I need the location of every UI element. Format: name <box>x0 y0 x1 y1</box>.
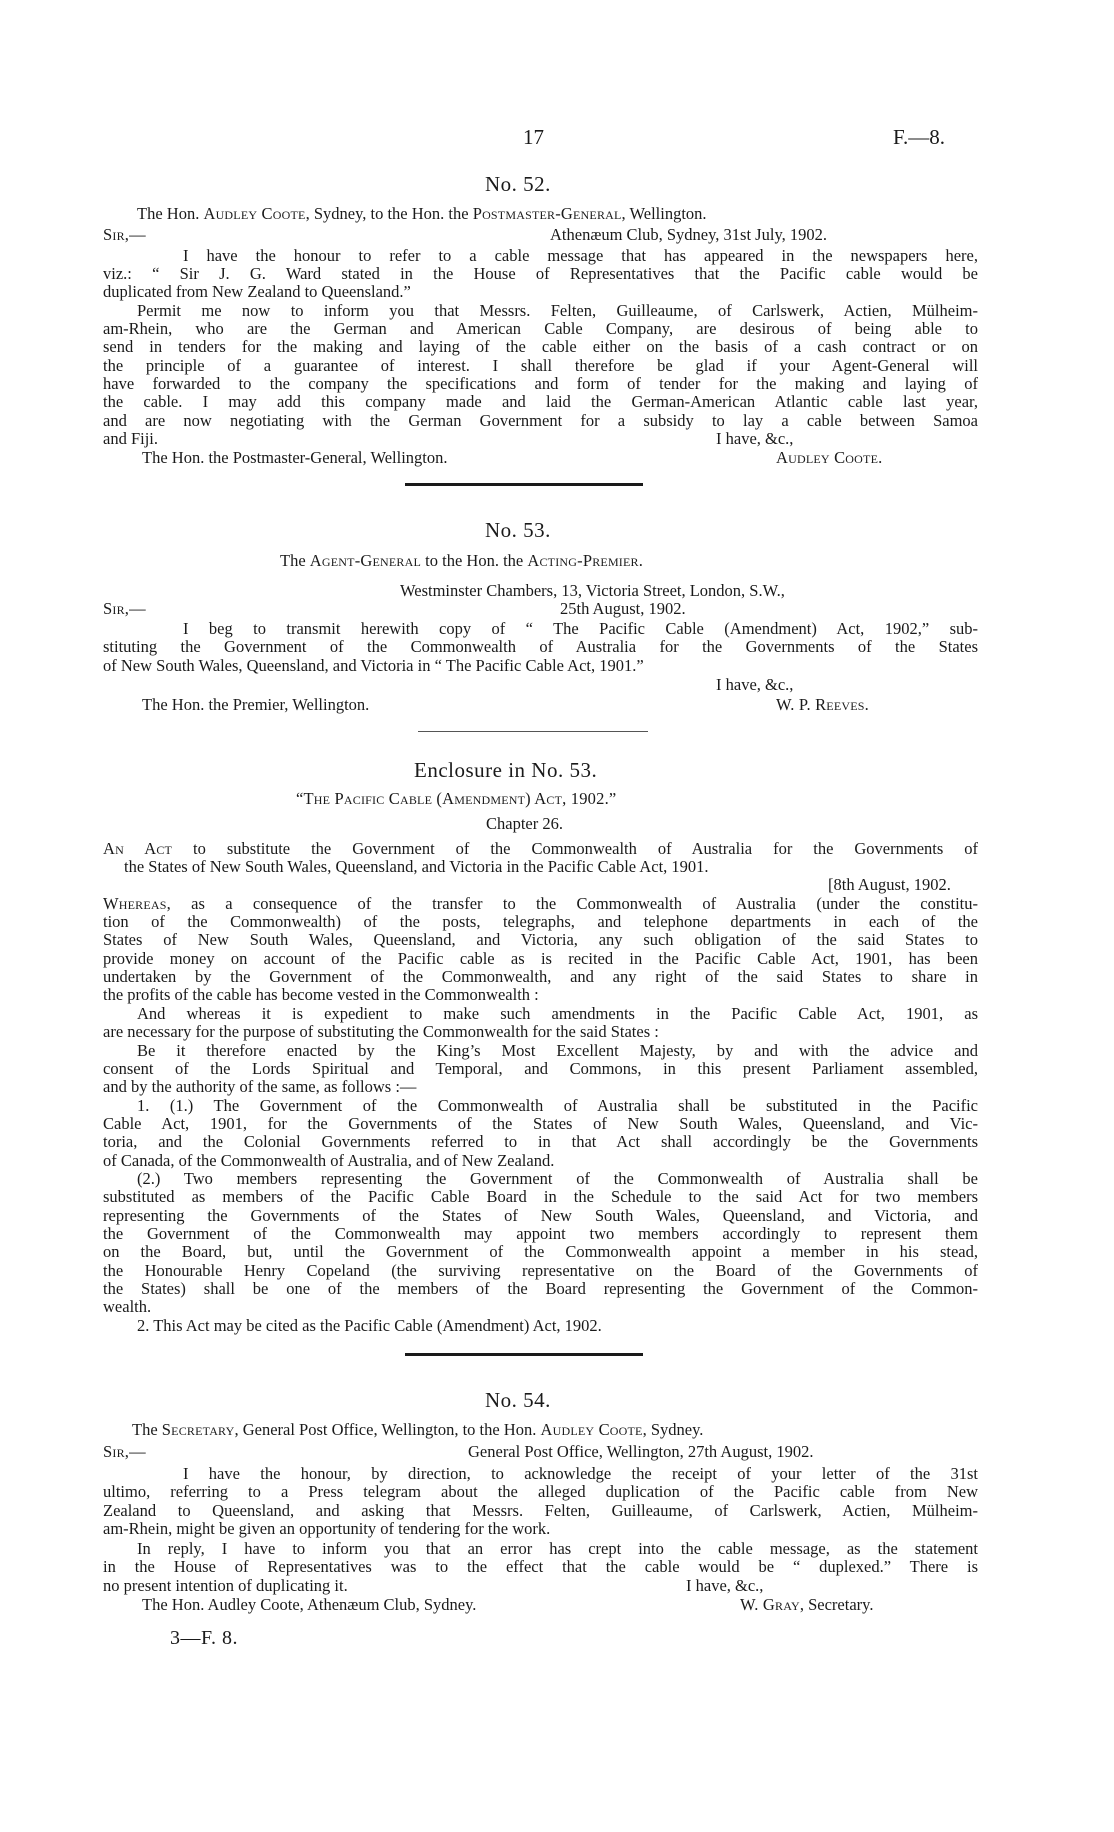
body-line: consent of the Lords Spiritual and Temporal, and Commons, in this present Parliament assembled, <box>103 1059 978 1078</box>
letter-54-salutation: Sir,— <box>103 1442 146 1461</box>
letter-53-number: No. 53. <box>485 518 551 542</box>
letter-53-addressee: The Hon. the Premier, Wellington. <box>142 695 370 714</box>
body-line: the States) shall be one of the members of the Board representing the Government of the Common- <box>103 1279 978 1298</box>
letter-52-address: Athenæum Club, Sydney, 31st July, 1902. <box>550 225 827 244</box>
body-line: and Fiji. <box>103 429 159 448</box>
body-line: In reply, I have to inform you that an error has crept into the cable message, as the statement <box>137 1539 978 1558</box>
letter-54-address: General Post Office, Wellington, 27th August, 1902. <box>468 1442 814 1461</box>
body-line: (2.) Two members representing the Government of the Commonwealth of Australia shall be <box>137 1169 978 1188</box>
letter-53-signature: W. P. Reeves. <box>776 695 869 714</box>
letter-53-salutation: Sir,— <box>103 599 146 618</box>
body-line: viz.: “ Sir J. G. Ward stated in the House of Representatives that the Pacific cable would be <box>103 264 978 283</box>
letter-53-from-to: The Agent-General to the Hon. the Acting-Premier. <box>280 551 644 570</box>
body-line: am-Rhein, might be given an opportunity of tendering for the work. <box>103 1519 551 1538</box>
letter-52-number: No. 52. <box>485 172 551 196</box>
page-number: 17 <box>523 125 544 149</box>
body-line: the cable. I may add this company made and laid the German-American Atlantic cable last year, <box>103 392 978 411</box>
body-line: Whereas, as a consequence of the transfer to the Commonwealth of Australia (under the constitu- <box>103 894 978 913</box>
enclosure-chapter: Chapter 26. <box>486 814 563 833</box>
body-line: duplicated from New Zealand to Queensland.” <box>103 282 411 301</box>
body-line: and are now negotiating with the German Government for a subsidy to lay a cable between Samoa <box>103 411 978 430</box>
letter-52-signature: Audley Coote. <box>776 448 883 467</box>
body-line: the principle of a guarantee of interest. I shall therefore be glad if your Agent-General will <box>103 356 978 375</box>
body-line: representing the Governments of the States of New South Wales, Queensland, and Victoria, and <box>103 1206 978 1225</box>
signature-mark: 3—F. 8. <box>170 1627 239 1649</box>
body-line: am-Rhein, who are the German and American Cable Company, are desirous of being able to <box>103 319 978 338</box>
letter-54-from-to: The Secretary, General Post Office, Wellington, to the Hon. Audley Coote, Sydney. <box>132 1420 704 1439</box>
body-line: on the Board, but, until the Government of the Commonwealth appoint a member in his stead, <box>103 1242 978 1261</box>
body-line: the profits of the cable has become vested in the Commonwealth : <box>103 985 539 1004</box>
enclosure-heading: Enclosure in No. 53. <box>414 758 598 782</box>
letter-52-closing: I have, &c., <box>716 429 794 448</box>
body-line: Be it therefore enacted by the King’s Most Excellent Majesty, by and with the advice and <box>137 1041 978 1060</box>
body-line: States of New South Wales, Queensland, and Victoria, any such obligation of the said States to <box>103 930 978 949</box>
body-line: provide money on account of the Pacific cable as is recited in the Pacific Cable Act, 1901, has been <box>103 949 978 968</box>
body-line: I beg to transmit herewith copy of “ The Pacific Cable (Amendment) Act, 1902,” sub- <box>183 619 978 638</box>
letter-52-salutation: Sir,— <box>103 225 146 244</box>
body-line: send in tenders for the making and laying of the cable either on the basis of a cash contract or on <box>103 337 978 356</box>
section-rule <box>405 483 643 486</box>
letter-54-closing: I have, &c., <box>686 1576 764 1595</box>
letter-53-address-line-1: Westminster Chambers, 13, Victoria Street, London, S.W., <box>400 581 785 600</box>
enclosure-section-2: 2. This Act may be cited as the Pacific Cable (Amendment) Act, 1902. <box>137 1316 602 1335</box>
body-line: in the House of Representatives was to the effect that the cable would be “ duplexed.” There is <box>103 1557 978 1576</box>
body-line: toria, and the Colonial Governments referred to in that Act shall accordingly be the Governments <box>103 1132 978 1151</box>
body-line: the States of New South Wales, Queensland, and Victoria in the Pacific Cable Act, 1901. <box>124 857 709 876</box>
letter-53-closing: I have, &c., <box>716 675 794 694</box>
letter-53-address-line-2: 25th August, 1902. <box>560 599 686 618</box>
enclosure-act-title: “The Pacific Cable (Amendment) Act, 1902.” <box>296 789 617 808</box>
body-line: Permit me now to inform you that Messrs. Felten, Guilleaume, of Carlswerk, Actien, Mülheim- <box>137 301 978 320</box>
body-line: stituting the Government of the Commonwealth of Australia for the Governments of the States <box>103 637 978 656</box>
body-line: I have the honour, by direction, to acknowledge the receipt of your letter of the 31st <box>183 1464 978 1483</box>
body-line: the Honourable Henry Copeland (the surviving representative on the Board of the Governments of <box>103 1261 978 1280</box>
section-code: F.—8. <box>893 125 945 149</box>
body-line: undertaken by the Government of the Commonwealth, and any right of the said States to share in <box>103 967 978 986</box>
body-line: no present intention of duplicating it. <box>103 1576 348 1595</box>
body-line: substituted as members of the Pacific Cable Board in the Schedule to the said Act for two members <box>103 1187 978 1206</box>
enclosure-date: [8th August, 1902. <box>828 875 951 894</box>
letter-54-number: No. 54. <box>485 1388 551 1412</box>
letter-52-from-to: The Hon. Audley Coote, Sydney, to the Hon. the Postmaster-General, Wellington. <box>137 204 707 223</box>
body-line: ultimo, referring to a Press telegram about the alleged duplication of the Pacific cable from New <box>103 1482 978 1501</box>
body-line: Zealand to Queensland, and asking that Messrs. Felten, Guilleaume, of Carlswerk, Actien, Mülheim- <box>103 1501 978 1520</box>
letter-52-addressee: The Hon. the Postmaster-General, Wellington. <box>142 448 448 467</box>
body-line: of New South Wales, Queensland, and Victoria in “ The Pacific Cable Act, 1901.” <box>103 656 644 675</box>
body-line: of Canada, of the Commonwealth of Australia, and of New Zealand. <box>103 1151 555 1170</box>
section-rule <box>418 731 648 732</box>
body-line: I have the honour to refer to a cable message that has appeared in the newspapers here, <box>183 246 978 265</box>
body-line: An Act to substitute the Government of the Commonwealth of Australia for the Governments of <box>103 839 978 858</box>
body-line: have forwarded to the company the specifications and form of tender for the making and laying of <box>103 374 978 393</box>
letter-54-signature: W. Gray, Secretary. <box>740 1595 874 1614</box>
body-line: tion of the Commonwealth) of the posts, telegraphs, and telephone departments in each of the <box>103 912 978 931</box>
section-rule <box>405 1353 643 1356</box>
body-line: and by the authority of the same, as follows :— <box>103 1077 417 1096</box>
body-line: are necessary for the purpose of substituting the Commonwealth for the said States : <box>103 1022 659 1041</box>
body-line: the Government of the Commonwealth may appoint two members accordingly to represent them <box>103 1224 978 1243</box>
body-line: Cable Act, 1901, for the Governments of the States of New South Wales, Queensland, and Vic- <box>103 1114 978 1133</box>
body-line: wealth. <box>103 1297 152 1316</box>
body-line: 1. (1.) The Government of the Commonwealth of Australia shall be substituted in the Pacific <box>137 1096 978 1115</box>
body-line: And whereas it is expedient to make such amendments in the Pacific Cable Act, 1901, as <box>137 1004 978 1023</box>
letter-54-addressee: The Hon. Audley Coote, Athenæum Club, Sydney. <box>142 1595 477 1614</box>
